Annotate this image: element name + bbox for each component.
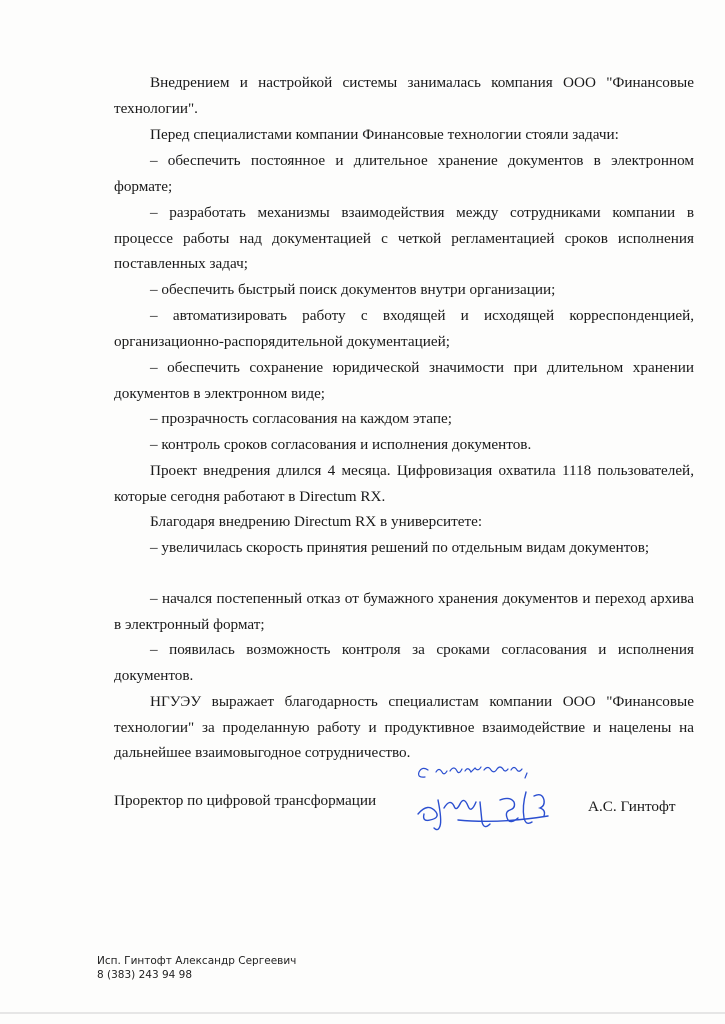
task-item-correspondence: – автоматизировать работу с входящей и исходящей корреспонденцией, организационно-распорядительной документацией; bbox=[114, 307, 694, 350]
scan-edge bbox=[0, 1012, 725, 1014]
result-item-paperless: – начался постепенный отказ от бумажного хранения документов и переход архива в электронный формат; bbox=[114, 590, 694, 633]
result-item-decisions: – увеличилась скорость принятия решений по отдельным видам документов; bbox=[150, 539, 650, 556]
paragraph-results-intro: Благодаря внедрению Directum RX в университете: bbox=[150, 513, 483, 530]
task-item-search: – обеспечить быстрый поиск документов внутри организации; bbox=[150, 281, 556, 298]
handwritten-signature bbox=[414, 762, 584, 842]
signature-block bbox=[114, 786, 694, 846]
signatory-position: Проректор по цифровой трансформации bbox=[114, 792, 377, 809]
task-item-transparency: – прозрачность согласования на каждом этапе; bbox=[150, 410, 452, 427]
result-item-control: – появилась возможность контроля за сроками согласования и исполнения документов. bbox=[114, 641, 694, 684]
paragraph-project-duration: Проект внедрения длился 4 месяца. Цифровизация охватила 1118 пользователей, которые сегодня работают в Directum RX. bbox=[114, 462, 694, 505]
task-item-legal-significance: – обеспечить сохранение юридической значимости при длительном хранении документов в электронном виде; bbox=[114, 359, 694, 402]
paragraph-implementation: Внедрением и настройкой системы занималась компания ООО "Финансовые технологии". bbox=[114, 74, 694, 117]
handwritten-note bbox=[419, 767, 527, 778]
paragraph-tasks-intro: Перед специалистами компании Финансовые технологии стояли задачи: bbox=[150, 126, 619, 143]
task-item-interaction: – разработать механизмы взаимодействия между сотрудниками компании в процессе работы над документацией с четкой регламентацией сроков исполнения поставленных задач; bbox=[114, 204, 694, 272]
signature-scribble bbox=[418, 792, 548, 830]
task-item-deadline-control: – контроль сроков согласования и исполнения документов. bbox=[150, 436, 532, 453]
paragraph-gratitude: НГУЭУ выражает благодарность специалистам компании ООО "Финансовые технологии" за проделанную работу и продуктивное взаимодействие и нацелены на дальнейшее взаимовыгодное сотрудничество. bbox=[114, 693, 694, 761]
executor-phone: 8 (383) 243 94 98 bbox=[97, 969, 193, 981]
signatory-name: А.С. Гинтофт bbox=[588, 798, 676, 815]
executor-info bbox=[97, 954, 296, 982]
task-item-storage: – обеспечить постоянное и длительное хранение документов в электронном формате; bbox=[114, 152, 694, 195]
executor-name: Исп. Гинтофт Александр Сергеевич bbox=[97, 955, 297, 967]
